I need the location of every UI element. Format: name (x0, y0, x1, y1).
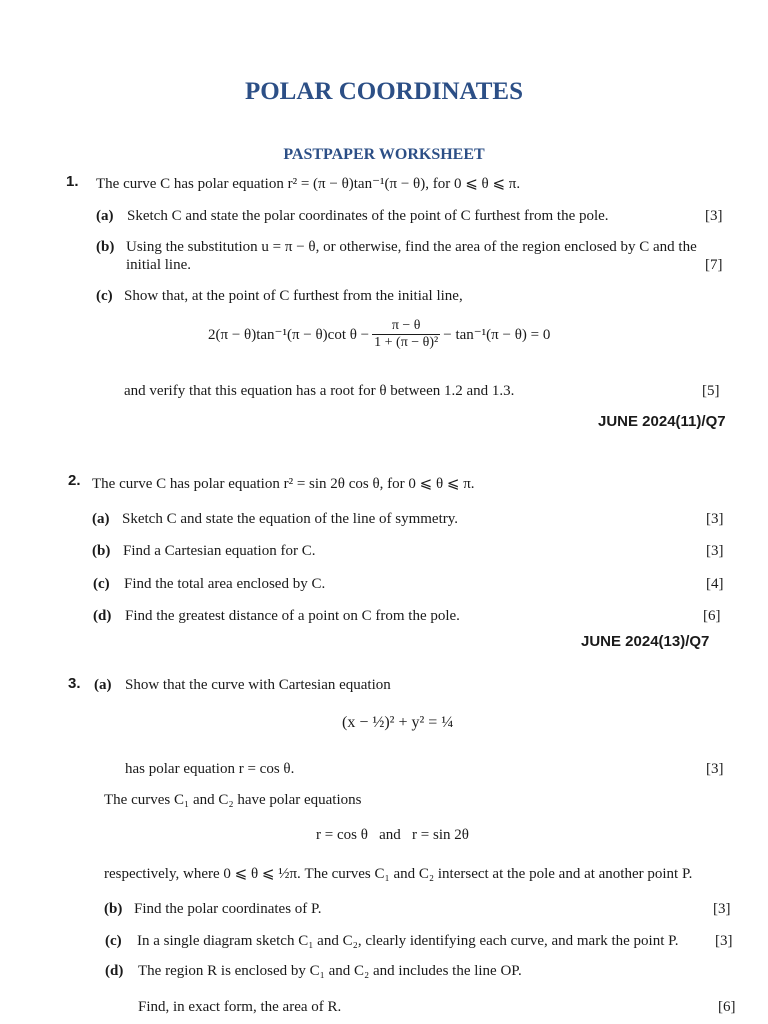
q1-part-b-text-line1: Using the substitution u = π − θ, or otherwise, find the area of the region enclosed by C and the (126, 239, 697, 255)
q3-part-a-marks: [3] (706, 761, 724, 777)
q1-part-c-text2: and verify that this equation has a root for θ between 1.2 and 1.3. (124, 383, 515, 399)
q1-eq-numerator: π − θ (372, 318, 440, 335)
q1-eq-left: 2(π − θ)tan⁻¹(π − θ)cot θ − (208, 327, 370, 343)
q1-eq-right: − tan⁻¹(π − θ) = 0 (443, 327, 551, 343)
q1-part-c-marks: [5] (702, 383, 720, 399)
q1-part-c-equation (208, 318, 550, 351)
q1-part-b-label: (b) (96, 239, 115, 255)
q1-part-c-text: Show that, at the point of C furthest from the initial line, (124, 288, 463, 304)
q3-part-a-text2: has polar equation r = cos θ. (125, 761, 295, 777)
q1-eq-fraction (372, 318, 440, 351)
q2-part-d-marks: [6] (703, 608, 721, 624)
q3-part-c-label: (c) (105, 933, 122, 949)
q1-part-b-text-line2: initial line. (126, 257, 191, 273)
q2-source-reference: JUNE 2024(13)/Q7 (581, 633, 710, 650)
q2-part-c-marks: [4] (706, 576, 724, 592)
q2-part-d-label: (d) (93, 608, 112, 624)
q3-part-d-text: The region R is enclosed by C₁ and C₂ and includes the line OP. (138, 963, 522, 979)
q2-part-a-text: Sketch C and state the equation of the line of symmetry. (122, 511, 459, 527)
q3-part-d-label: (d) (105, 963, 124, 979)
q3-part-c-marks: [3] (715, 933, 733, 949)
q2-part-b-label: (b) (92, 543, 111, 559)
q3-part-a-text: Show that the curve with Cartesian equation (125, 677, 391, 693)
q1-part-c-label: (c) (96, 288, 113, 304)
question-2-stem: The curve C has polar equation r² = sin 2θ cos θ, for 0 ⩽ θ ⩽ π. (92, 476, 475, 492)
q2-part-a-label: (a) (92, 511, 110, 527)
q3-part-d-text2: Find, in exact form, the area of R. (138, 999, 342, 1015)
page-title: POLAR COORDINATES (244, 78, 524, 105)
question-2-number: 2. (68, 472, 81, 489)
question-3-number: 3. (68, 675, 81, 692)
q3-part-c-text: In a single diagram sketch C₁ and C₂, clearly identifying each curve, and mark the point P. (137, 933, 679, 949)
q3-respectively-text: respectively, where 0 ⩽ θ ⩽ ½π. The curves C₁ and C₂ intersect at the pole and at another point P. (104, 866, 693, 882)
q1-part-a-text: Sketch C and state the polar coordinates of the point of C furthest from the pole. (127, 208, 609, 224)
question-1-stem: The curve C has polar equation r² = (π − θ)tan⁻¹(π − θ), for 0 ⩽ θ ⩽ π. (96, 176, 521, 192)
q2-part-c-text: Find the total area enclosed by C. (124, 576, 326, 592)
q2-part-c-label: (c) (93, 576, 110, 592)
q3-part-b-text: Find the polar coordinates of P. (134, 901, 322, 917)
q1-part-b-marks: [7] (705, 257, 723, 273)
question-1-number: 1. (66, 173, 79, 190)
q3-part-b-marks: [3] (713, 901, 731, 917)
q3-part-a-label: (a) (94, 677, 112, 693)
q2-part-d-text: Find the greatest distance of a point on C from the pole. (125, 608, 460, 624)
q3-curves-equations: r = cos θ and r = sin 2θ (316, 827, 469, 843)
q1-part-a-marks: [3] (705, 208, 723, 224)
q2-part-b-marks: [3] (706, 543, 724, 559)
q1-part-a-label: (a) (96, 208, 114, 224)
q2-part-b-text: Find a Cartesian equation for C. (123, 543, 316, 559)
q3-part-a-equation: (x − ½)² + y² = ¼ (342, 714, 454, 731)
page-subtitle: PASTPAPER WORKSHEET (283, 146, 485, 163)
q1-eq-denominator: 1 + (π − θ)² (374, 335, 439, 350)
q1-source-reference: JUNE 2024(11)/Q7 (598, 413, 726, 430)
q3-part-b-label: (b) (104, 901, 123, 917)
q3-part-d-marks: [6] (718, 999, 736, 1015)
q2-part-a-marks: [3] (706, 511, 724, 527)
q3-curves-text: The curves C₁ and C₂ have polar equations (104, 792, 362, 808)
